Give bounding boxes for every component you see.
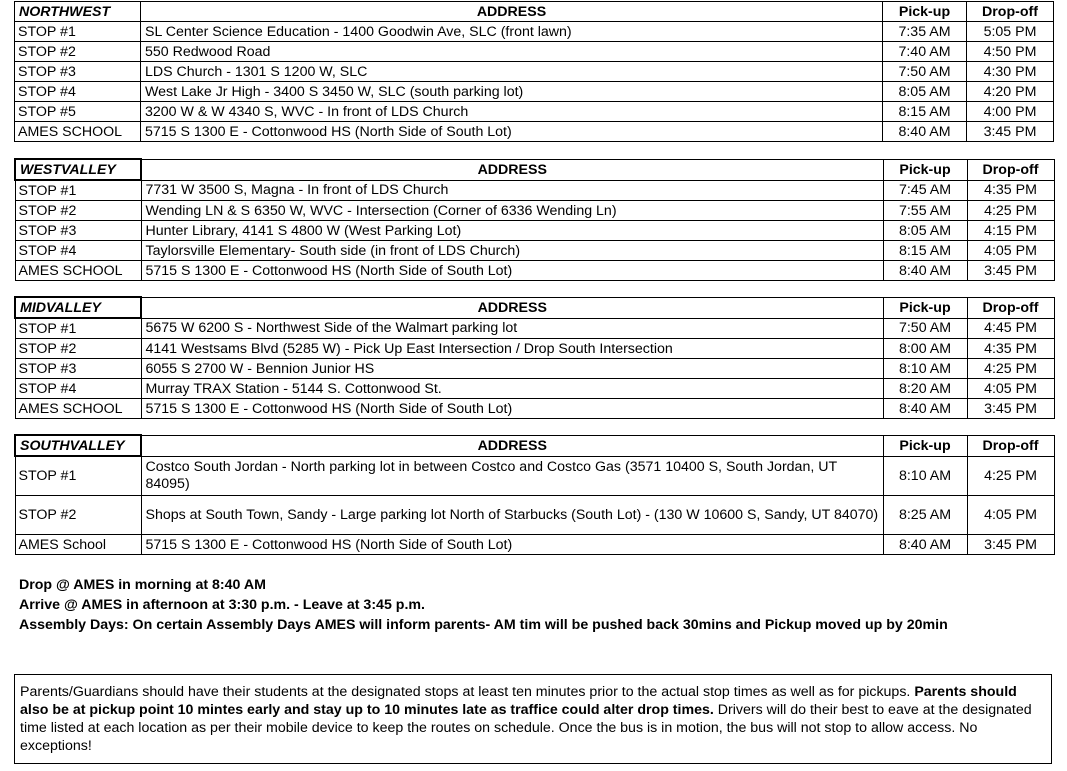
dropoff-time: 4:45 PM bbox=[967, 318, 1054, 339]
dropoff-header: Drop-off bbox=[967, 435, 1054, 456]
dropoff-time: 3:45 PM bbox=[967, 261, 1054, 281]
table-row bbox=[15, 359, 1054, 379]
table-row bbox=[15, 379, 1054, 399]
dropoff-time: 4:30 PM bbox=[967, 62, 1054, 82]
table-row bbox=[15, 22, 1054, 42]
route-table-northwest bbox=[14, 1, 1054, 142]
pickup-time: 7:55 AM bbox=[883, 201, 967, 221]
pickup-time: 7:35 AM bbox=[883, 22, 967, 42]
stop-label: AMES SCHOOL bbox=[15, 261, 141, 281]
table-row bbox=[15, 180, 1054, 201]
pickup-time: 8:10 AM bbox=[883, 359, 967, 379]
address-header: ADDRESS bbox=[141, 159, 883, 180]
dropoff-time: 4:00 PM bbox=[967, 102, 1054, 122]
dropoff-time: 4:05 PM bbox=[967, 241, 1054, 261]
disclaimer-text: Parents/Guardians should have their students at the designated stops at least ten minutes prior to the actual stop times as well as for pickups. bbox=[20, 684, 915, 700]
stop-label: STOP #4 bbox=[15, 241, 141, 261]
stop-label: AMES School bbox=[15, 535, 141, 555]
route-name: SOUTHVALLEY bbox=[15, 435, 141, 456]
dropoff-time: 4:35 PM bbox=[967, 339, 1054, 359]
route-name: NORTHWEST bbox=[15, 2, 141, 22]
pickup-time: 7:50 AM bbox=[883, 318, 967, 339]
stop-label: STOP #3 bbox=[15, 62, 141, 82]
stop-label: AMES SCHOOL bbox=[15, 399, 141, 419]
schedule-notes bbox=[19, 575, 948, 635]
stop-address: 7731 W 3500 S, Magna - In front of LDS Church bbox=[141, 180, 883, 201]
route-table-westvalley bbox=[14, 158, 1055, 281]
dropoff-time: 4:50 PM bbox=[967, 42, 1054, 62]
stop-label: STOP #3 bbox=[15, 221, 141, 241]
stop-label: STOP #4 bbox=[15, 379, 141, 399]
pickup-header: Pick-up bbox=[883, 2, 967, 22]
dropoff-time: 3:45 PM bbox=[967, 535, 1054, 555]
dropoff-time: 4:20 PM bbox=[967, 82, 1054, 102]
pickup-time: 8:15 AM bbox=[883, 102, 967, 122]
route-table-southvalley bbox=[14, 434, 1055, 555]
pickup-time: 7:50 AM bbox=[883, 62, 967, 82]
stop-address: Shops at South Town, Sandy - Large parking lot North of Starbucks (South Lot) - (130 W 10600 S, Sandy, UT 84070) bbox=[141, 496, 883, 535]
stop-address: SL Center Science Education - 1400 Goodwin Ave, SLC (front lawn) bbox=[141, 22, 883, 42]
pickup-time: 8:00 AM bbox=[883, 339, 967, 359]
table-row bbox=[15, 82, 1054, 102]
address-header: ADDRESS bbox=[141, 2, 883, 22]
pickup-time: 8:25 AM bbox=[883, 496, 967, 535]
note-morning-drop: Drop @ AMES in morning at 8:40 AM bbox=[19, 577, 266, 593]
dropoff-time: 4:05 PM bbox=[967, 379, 1054, 399]
table-row bbox=[15, 261, 1054, 281]
table-row bbox=[15, 318, 1054, 339]
dropoff-time: 5:05 PM bbox=[967, 22, 1054, 42]
table-row bbox=[15, 339, 1054, 359]
stop-label: STOP #4 bbox=[15, 82, 141, 102]
pickup-time: 8:05 AM bbox=[883, 221, 967, 241]
stop-label: STOP #1 bbox=[15, 22, 141, 42]
route-header-row bbox=[15, 159, 1054, 180]
table-row bbox=[15, 201, 1054, 221]
stop-address: 5715 S 1300 E - Cottonwood HS (North Side of South Lot) bbox=[141, 399, 883, 419]
table-row bbox=[15, 535, 1054, 555]
disclaimer-bold-text: Parents should also be at pickup point 10 mintes early and stay up to 10 minutes late as traffice could alter drop times. bbox=[20, 684, 1017, 718]
pickup-time: 8:20 AM bbox=[883, 379, 967, 399]
dropoff-header: Drop-off bbox=[967, 297, 1054, 318]
table-row bbox=[15, 42, 1054, 62]
route-table-midvalley bbox=[14, 296, 1055, 419]
pickup-time: 8:15 AM bbox=[883, 241, 967, 261]
pickup-time: 8:05 AM bbox=[883, 82, 967, 102]
stop-label: STOP #2 bbox=[15, 42, 141, 62]
dropoff-header: Drop-off bbox=[967, 2, 1054, 22]
dropoff-time: 4:25 PM bbox=[967, 456, 1054, 496]
stop-label: STOP #5 bbox=[15, 102, 141, 122]
parent-disclaimer-box bbox=[14, 674, 1052, 764]
pickup-time: 8:40 AM bbox=[883, 399, 967, 419]
dropoff-time: 3:45 PM bbox=[967, 122, 1054, 142]
note-afternoon-arrival: Arrive @ AMES in afternoon at 3:30 p.m. - Leave at 3:45 p.m. bbox=[19, 597, 425, 613]
stop-address: Murray TRAX Station - 5144 S. Cottonwood St. bbox=[141, 379, 883, 399]
dropoff-time: 4:35 PM bbox=[967, 180, 1054, 201]
dropoff-time: 4:05 PM bbox=[967, 496, 1054, 535]
route-name: WESTVALLEY bbox=[15, 159, 141, 180]
pickup-header: Pick-up bbox=[883, 297, 967, 318]
pickup-time: 8:40 AM bbox=[883, 122, 967, 142]
pickup-time: 7:45 AM bbox=[883, 180, 967, 201]
address-header: ADDRESS bbox=[141, 435, 883, 456]
table-row bbox=[15, 399, 1054, 419]
stop-address: Hunter Library, 4141 S 4800 W (West Parking Lot) bbox=[141, 221, 883, 241]
stop-address: LDS Church - 1301 S 1200 W, SLC bbox=[141, 62, 883, 82]
table-row bbox=[15, 102, 1054, 122]
dropoff-time: 4:25 PM bbox=[967, 201, 1054, 221]
route-header-row bbox=[15, 435, 1054, 456]
stop-address: 5715 S 1300 E - Cottonwood HS (North Side of South Lot) bbox=[141, 261, 883, 281]
stop-label: STOP #1 bbox=[15, 180, 141, 201]
stop-address: 3200 W & W 4340 S, WVC - In front of LDS Church bbox=[141, 102, 883, 122]
stop-address: 6055 S 2700 W - Bennion Junior HS bbox=[141, 359, 883, 379]
stop-address: Taylorsville Elementary- South side (in front of LDS Church) bbox=[141, 241, 883, 261]
stop-address: 5715 S 1300 E - Cottonwood HS (North Side of South Lot) bbox=[141, 535, 883, 555]
table-row bbox=[15, 221, 1054, 241]
stop-label: STOP #1 bbox=[15, 456, 141, 496]
stop-label: STOP #1 bbox=[15, 318, 141, 339]
stop-address: 5675 W 6200 S - Northwest Side of the Walmart parking lot bbox=[141, 318, 883, 339]
pickup-time: 8:40 AM bbox=[883, 261, 967, 281]
address-header: ADDRESS bbox=[141, 297, 883, 318]
pickup-time: 7:40 AM bbox=[883, 42, 967, 62]
stop-label: STOP #3 bbox=[15, 359, 141, 379]
stop-address: 4141 Westsams Blvd (5285 W) - Pick Up East Intersection / Drop South Intersection bbox=[141, 339, 883, 359]
table-row bbox=[15, 122, 1054, 142]
pickup-header: Pick-up bbox=[883, 159, 967, 180]
stop-label: STOP #2 bbox=[15, 496, 141, 535]
dropoff-time: 4:15 PM bbox=[967, 221, 1054, 241]
route-name: MIDVALLEY bbox=[15, 297, 141, 318]
stop-address: West Lake Jr High - 3400 S 3450 W, SLC (south parking lot) bbox=[141, 82, 883, 102]
dropoff-time: 3:45 PM bbox=[967, 399, 1054, 419]
stop-address: Wending LN & S 6350 W, WVC - Intersection (Corner of 6336 Wending Ln) bbox=[141, 201, 883, 221]
stop-label: AMES SCHOOL bbox=[15, 122, 141, 142]
stop-label: STOP #2 bbox=[15, 201, 141, 221]
stop-address: Costco South Jordan - North parking lot in between Costco and Costco Gas (3571 10400 S, South Jordan, UT 84095) bbox=[141, 456, 883, 496]
route-header-row bbox=[15, 2, 1054, 22]
stop-address: 5715 S 1300 E - Cottonwood HS (North Side of South Lot) bbox=[141, 122, 883, 142]
disclaimer-text-end: Drivers will do their best to eave at the designated time listed at each location as per their mobile device to keep the routes on schedule. Once the bus is in motion, the bus will not stop to allow access. No exceptions! bbox=[20, 702, 1032, 754]
stop-label: STOP #2 bbox=[15, 339, 141, 359]
table-row bbox=[15, 496, 1054, 535]
stop-address: 550 Redwood Road bbox=[141, 42, 883, 62]
note-assembly-days: Assembly Days: On certain Assembly Days AMES will inform parents- AM tim will be pushed back 30mins and Pickup moved up by 20min bbox=[19, 617, 948, 633]
pickup-time: 8:40 AM bbox=[883, 535, 967, 555]
table-row bbox=[15, 62, 1054, 82]
dropoff-time: 4:25 PM bbox=[967, 359, 1054, 379]
table-row bbox=[15, 456, 1054, 496]
pickup-time: 8:10 AM bbox=[883, 456, 967, 496]
dropoff-header: Drop-off bbox=[967, 159, 1054, 180]
route-header-row bbox=[15, 297, 1054, 318]
table-row bbox=[15, 241, 1054, 261]
pickup-header: Pick-up bbox=[883, 435, 967, 456]
